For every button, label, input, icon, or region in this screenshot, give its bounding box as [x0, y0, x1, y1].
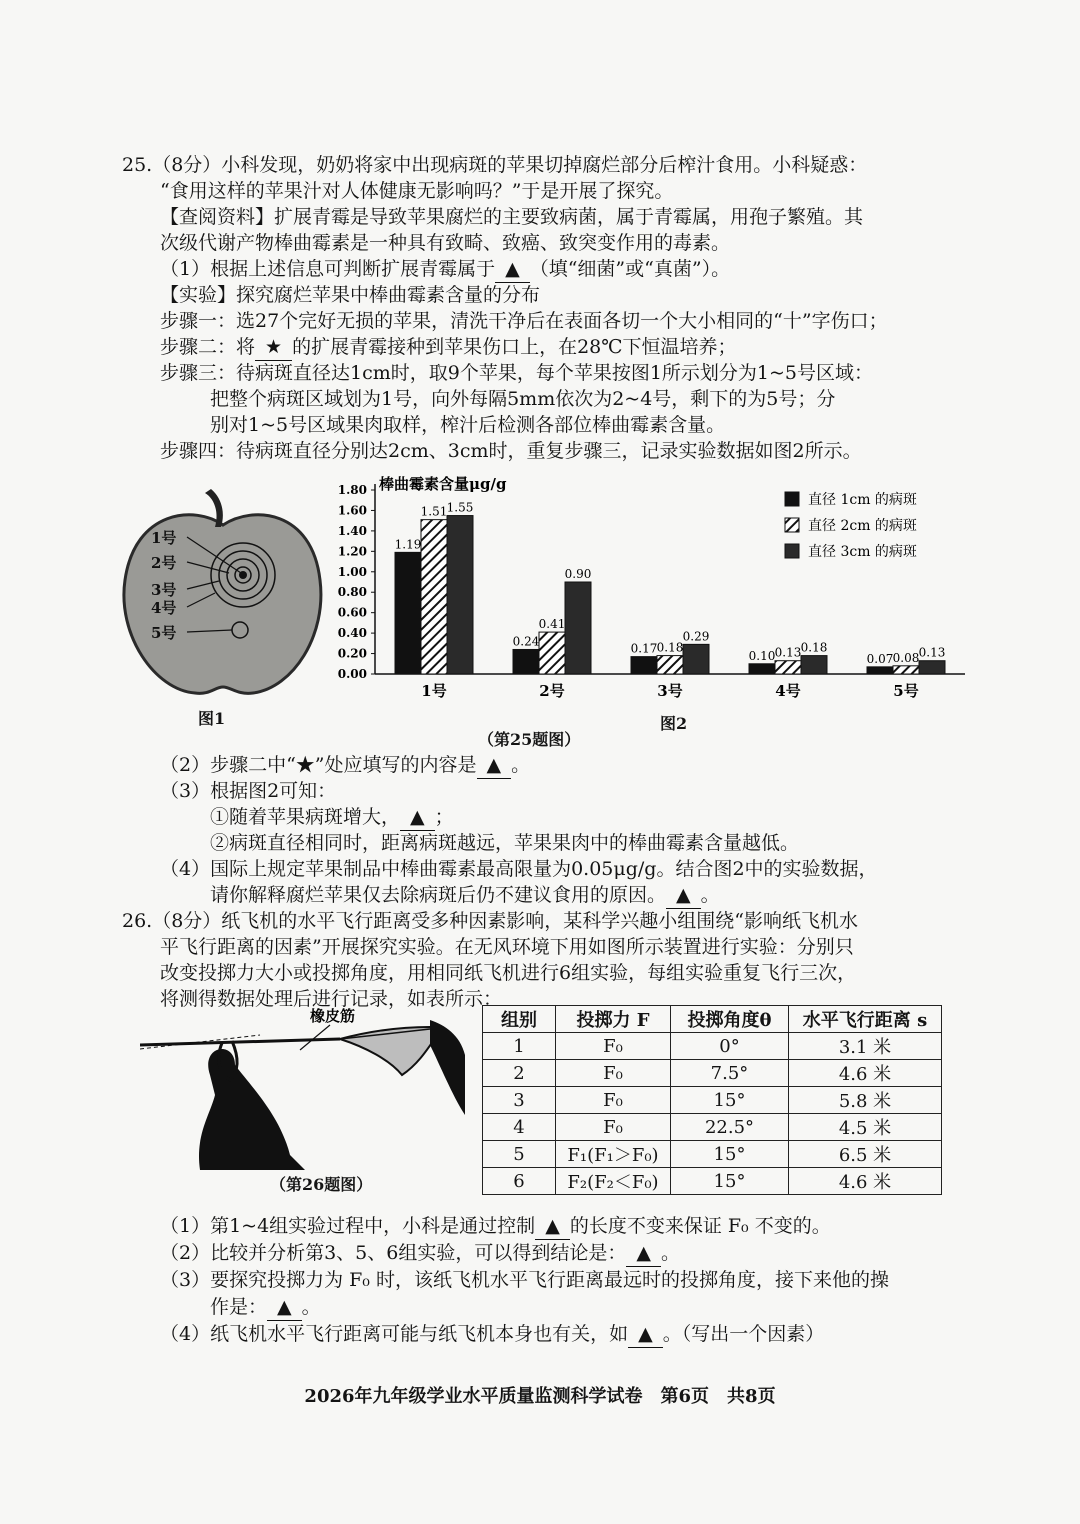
- bar-value-label: 1.51: [420, 504, 448, 519]
- q25-sub1: [160, 256, 730, 283]
- q25-sub3-1: [210, 804, 454, 831]
- table-cell: 1: [483, 1033, 556, 1060]
- bar-value-label: 0.17: [630, 641, 658, 656]
- paper-plane: [340, 1027, 440, 1075]
- fig2-caption: 图2: [660, 714, 688, 733]
- chart-legend: [785, 492, 917, 560]
- bar-value-label: 1.55: [446, 500, 474, 515]
- table-cell: 15°: [671, 1141, 789, 1168]
- table-cell: 5.8 米: [789, 1087, 942, 1114]
- bar-value-label: 0.10: [748, 648, 776, 663]
- bar: [447, 516, 473, 674]
- bar: [513, 649, 539, 674]
- table-header-row: [483, 1006, 942, 1033]
- header-group: 组别: [483, 1006, 556, 1033]
- q25-line-12: 步骤四：待病斑直径分别达2cm、3cm时，重复步骤三，记录实验数据如图2所示。: [160, 440, 862, 462]
- paper-plane-launcher-figure: [140, 1005, 470, 1170]
- q26-sub3-line1: （3）要探究投掷力为 F₀ 时，该纸飞机水平飞行距离最远时的投掷角度，接下来他的操: [160, 1269, 889, 1291]
- table-cell: 4.6 米: [789, 1168, 942, 1195]
- q26-line-1: 26.（8分）纸飞机的水平飞行距离受多种因素影响，某科学兴趣小组围绕“影响纸飞机水: [122, 910, 859, 932]
- bar-value-label: 0.90: [564, 567, 592, 581]
- answer-blank[interactable]: ▲: [267, 1294, 302, 1321]
- table-row: [483, 1141, 942, 1168]
- bar-value-label: 0.13: [918, 645, 946, 660]
- table-cell: 7.5°: [671, 1060, 789, 1087]
- legend-label: 直径 2cm 的病斑: [808, 518, 917, 534]
- answer-blank[interactable]: ▲: [400, 804, 435, 831]
- table-cell: F₁(F₁＞F₀): [556, 1141, 671, 1168]
- apple-figure: [115, 485, 330, 700]
- y-tick-label: 1.40: [337, 523, 367, 538]
- q25-line-9: 步骤三：待病斑直径达1cm时，取9个苹果，每个苹果按图1所示划分为1~5号区域：: [160, 362, 874, 384]
- q25-sub3: （3）根据图2可知：: [160, 780, 337, 802]
- table-cell: 22.5°: [671, 1114, 789, 1141]
- bar-value-label: 1.19: [394, 537, 422, 552]
- table-cell: 2: [483, 1060, 556, 1087]
- q25-line-8: [160, 334, 737, 361]
- zone-label: 2号: [151, 554, 177, 572]
- label-leader: [300, 1025, 330, 1050]
- q26-sub4-text: （4）纸飞机水平飞行距离可能与纸飞机本身也有关，如: [160, 1323, 629, 1345]
- q25-sub2: [160, 752, 530, 779]
- table-row: [483, 1168, 942, 1195]
- toxin-bar-chart: [330, 472, 970, 712]
- zone-label: 4号: [151, 599, 177, 617]
- bar: [631, 657, 657, 674]
- legend-swatch: [785, 544, 799, 558]
- bar-value-label: 0.41: [538, 617, 566, 632]
- x-tick-label: 1号: [421, 682, 447, 700]
- q25-line-1: 25.（8分）小科发现，奶奶将家中出现病斑的苹果切掉腐烂部分后榨汁食用。小科疑惑：: [122, 154, 868, 176]
- q26-sub1-tail: 的长度不变来保证 F₀ 不变的。: [569, 1215, 831, 1237]
- bar: [565, 582, 591, 674]
- bar-value-label: 0.18: [800, 640, 828, 655]
- legend-label: 直径 3cm 的病斑: [808, 544, 917, 560]
- header-distance: 水平飞行距离 s: [789, 1006, 942, 1033]
- zone-labels: [151, 529, 176, 642]
- x-tick-label: 4号: [775, 682, 801, 700]
- bar: [683, 644, 709, 674]
- bar: [893, 666, 919, 674]
- table-cell: F₀: [556, 1060, 671, 1087]
- q26-sub2-tail: 。: [660, 1242, 680, 1264]
- q26-sub1-text: （1）第1~4组实验过程中，小科是通过控制: [160, 1215, 536, 1237]
- table-cell: 0°: [671, 1033, 789, 1060]
- q25-sub4-line2: [210, 882, 720, 909]
- q25-step2-tail: 的扩展青霉接种到苹果伤口上，在28℃下恒温培养；: [292, 336, 737, 358]
- q25-line-7: 步骤一：选27个完好无损的苹果，清洗干净后在表面各切一个大小相同的“十”字伤口；: [160, 310, 888, 332]
- q26-sub3-tail: 。: [301, 1296, 321, 1318]
- q26-sub3-line2: [210, 1294, 321, 1321]
- y-tick-label: 1.80: [337, 483, 367, 497]
- table-cell: F₀: [556, 1033, 671, 1060]
- answer-blank[interactable]: ▲: [495, 256, 530, 283]
- table-row: [483, 1060, 942, 1087]
- table-cell: 4: [483, 1114, 556, 1141]
- holding-hand-shape: [199, 1049, 305, 1170]
- experiment-table: [482, 1005, 942, 1195]
- q26-sub1: [160, 1213, 831, 1240]
- q26-figure-caption: （第26题图）: [270, 1175, 373, 1194]
- table-cell: 6.5 米: [789, 1141, 942, 1168]
- table-cell: 3: [483, 1087, 556, 1114]
- answer-blank[interactable]: ▲: [628, 1321, 663, 1348]
- bar: [539, 632, 565, 674]
- table-cell: 15°: [671, 1087, 789, 1114]
- star-blank[interactable]: ★: [255, 334, 292, 361]
- y-tick-label: 0.60: [337, 605, 367, 620]
- q25-line-6: 【实验】探究腐烂苹果中棒曲霉素含量的分布: [160, 284, 541, 306]
- q26-sub4-tail: 。（写出一个因素）: [662, 1323, 825, 1345]
- table-row: [483, 1114, 942, 1141]
- header-force: 投掷力 F: [556, 1006, 671, 1033]
- q25-sub1-text: （1）根据上述信息可判断扩展青霉属于: [160, 258, 496, 280]
- rubber-band-label: 橡皮筋: [310, 1007, 356, 1025]
- y-tick-label: 0.00: [337, 667, 367, 681]
- bar: [749, 664, 775, 674]
- bar-value-label: 0.13: [774, 645, 802, 660]
- table-row: [483, 1087, 942, 1114]
- answer-blank[interactable]: ▲: [626, 1240, 661, 1267]
- table-cell: 4.6 米: [789, 1060, 942, 1087]
- legend-swatch: [785, 518, 799, 532]
- q25-step2-text: 步骤二：将: [160, 336, 256, 358]
- zone-label: 5号: [151, 624, 177, 642]
- q26-line-2: 平飞行距离的因素”开展探究实验。在无风环境下用如图所示装置进行实验：分别只: [160, 936, 854, 958]
- y-tick-label: 0.80: [337, 585, 367, 600]
- table-cell: F₀: [556, 1114, 671, 1141]
- bar: [919, 661, 945, 674]
- table-cell: 6: [483, 1168, 556, 1195]
- x-tick-label: 2号: [539, 682, 565, 700]
- q26-sub3-text: 作是：: [210, 1296, 268, 1318]
- q25-line-10: 把整个病斑区域划为1号，向外每隔5mm依次为2~4号，剩下的为5号；分: [210, 388, 836, 410]
- q26-sub2: [160, 1240, 680, 1267]
- answer-blank[interactable]: ▲: [666, 882, 701, 909]
- q25-sub2-tail: 。: [511, 754, 531, 776]
- q25-sub3-2: ②病斑直径相同时，距离病斑越远，苹果果肉中的棒曲霉素含量越低。: [210, 832, 800, 854]
- table-cell: F₂(F₂＜F₀): [556, 1168, 671, 1195]
- page-footer: 2026年九年级学业水平质量监测科学试卷 第6页 共8页: [304, 1386, 776, 1407]
- bar: [775, 661, 801, 674]
- table-body: [483, 1033, 942, 1195]
- hand-shape: [430, 1020, 465, 1115]
- bar: [801, 656, 827, 674]
- bar-value-label: 0.08: [892, 650, 920, 665]
- zone-label: 3号: [151, 581, 177, 599]
- legend-label: 直径 1cm 的病斑: [808, 492, 917, 508]
- answer-blank[interactable]: ▲: [535, 1213, 570, 1240]
- bar: [867, 667, 893, 674]
- y-tick-label: 1.60: [337, 503, 367, 518]
- bar-value-label: 0.29: [682, 629, 710, 644]
- table-cell: 5: [483, 1141, 556, 1168]
- bar-value-label: 0.07: [866, 651, 894, 666]
- zone-label: 1号: [151, 529, 177, 547]
- q25-sub4-text: 请你解释腐烂苹果仅去除病斑后仍不建议食用的原因。: [210, 884, 667, 906]
- q26-line-4: 将测得数据处理后进行记录，如表所示：: [160, 988, 503, 1010]
- y-tick-label: 1.20: [337, 544, 367, 559]
- q25-line-2: “食用这样的苹果汁对人体健康无影响吗？”于是开展了探究。: [160, 180, 674, 202]
- q25-figure-caption: （第25题图）: [478, 730, 581, 749]
- table-cell: 4.5 米: [789, 1114, 942, 1141]
- bar-value-label: 0.18: [656, 640, 684, 655]
- q26-sub4: [160, 1321, 824, 1348]
- q26-line-3: 改变投掷力大小或投掷角度，用相同纸飞机进行6组实验，每组实验重复飞行三次，: [160, 962, 857, 984]
- table-row: [483, 1033, 942, 1060]
- y-axis-label: 棒曲霉素含量μg/g: [379, 475, 507, 493]
- q25-sub2-text: （2）步骤二中“★”处应填写的内容是: [160, 754, 477, 776]
- x-tick-label: 5号: [893, 682, 919, 700]
- q25-line-4: 次级代谢产物棒曲霉素是一种具有致畸、致癌、致突变作用的毒素。: [160, 232, 731, 254]
- x-tick-label: 3号: [657, 682, 683, 700]
- answer-blank[interactable]: ▲: [477, 752, 512, 779]
- table-cell: 3.1 米: [789, 1033, 942, 1060]
- q25-sub1-tail: （填“细菌”或“真菌”）。: [529, 258, 731, 280]
- q25-line-3: 【查阅资料】扩展青霉是导致苹果腐烂的主要致病菌，属于青霉属，用孢子繁殖。其: [160, 206, 864, 228]
- q25-sub3-1-tail: ；: [434, 806, 454, 828]
- bar: [657, 656, 683, 674]
- q25-sub3-1-text: ①随着苹果病斑增大，: [210, 806, 401, 828]
- y-tick-label: 0.40: [337, 626, 367, 641]
- q25-sub4-tail: 。: [700, 884, 720, 906]
- y-tick-label: 1.00: [337, 564, 367, 579]
- legend-swatch: [785, 492, 799, 506]
- q25-line-11: 别对1~5号区域果肉取样，榨汁后检测各部位棒曲霉素含量。: [210, 414, 726, 436]
- bar: [395, 552, 421, 674]
- y-tick-label: 0.20: [337, 646, 367, 661]
- fig1-caption: 图1: [198, 709, 226, 728]
- q25-sub4-line1: （4）国际上规定苹果制品中棒曲霉素最高限量为0.05μg/g。结合图2中的实验数据，: [160, 858, 878, 880]
- bar: [421, 520, 447, 674]
- header-angle: 投掷角度θ: [671, 1006, 789, 1033]
- bar-value-label: 0.24: [512, 634, 540, 649]
- table-cell: 15°: [671, 1168, 789, 1195]
- table-cell: F₀: [556, 1087, 671, 1114]
- q26-sub2-text: （2）比较并分析第3、5、6组实验，可以得到结论是：: [160, 1242, 627, 1264]
